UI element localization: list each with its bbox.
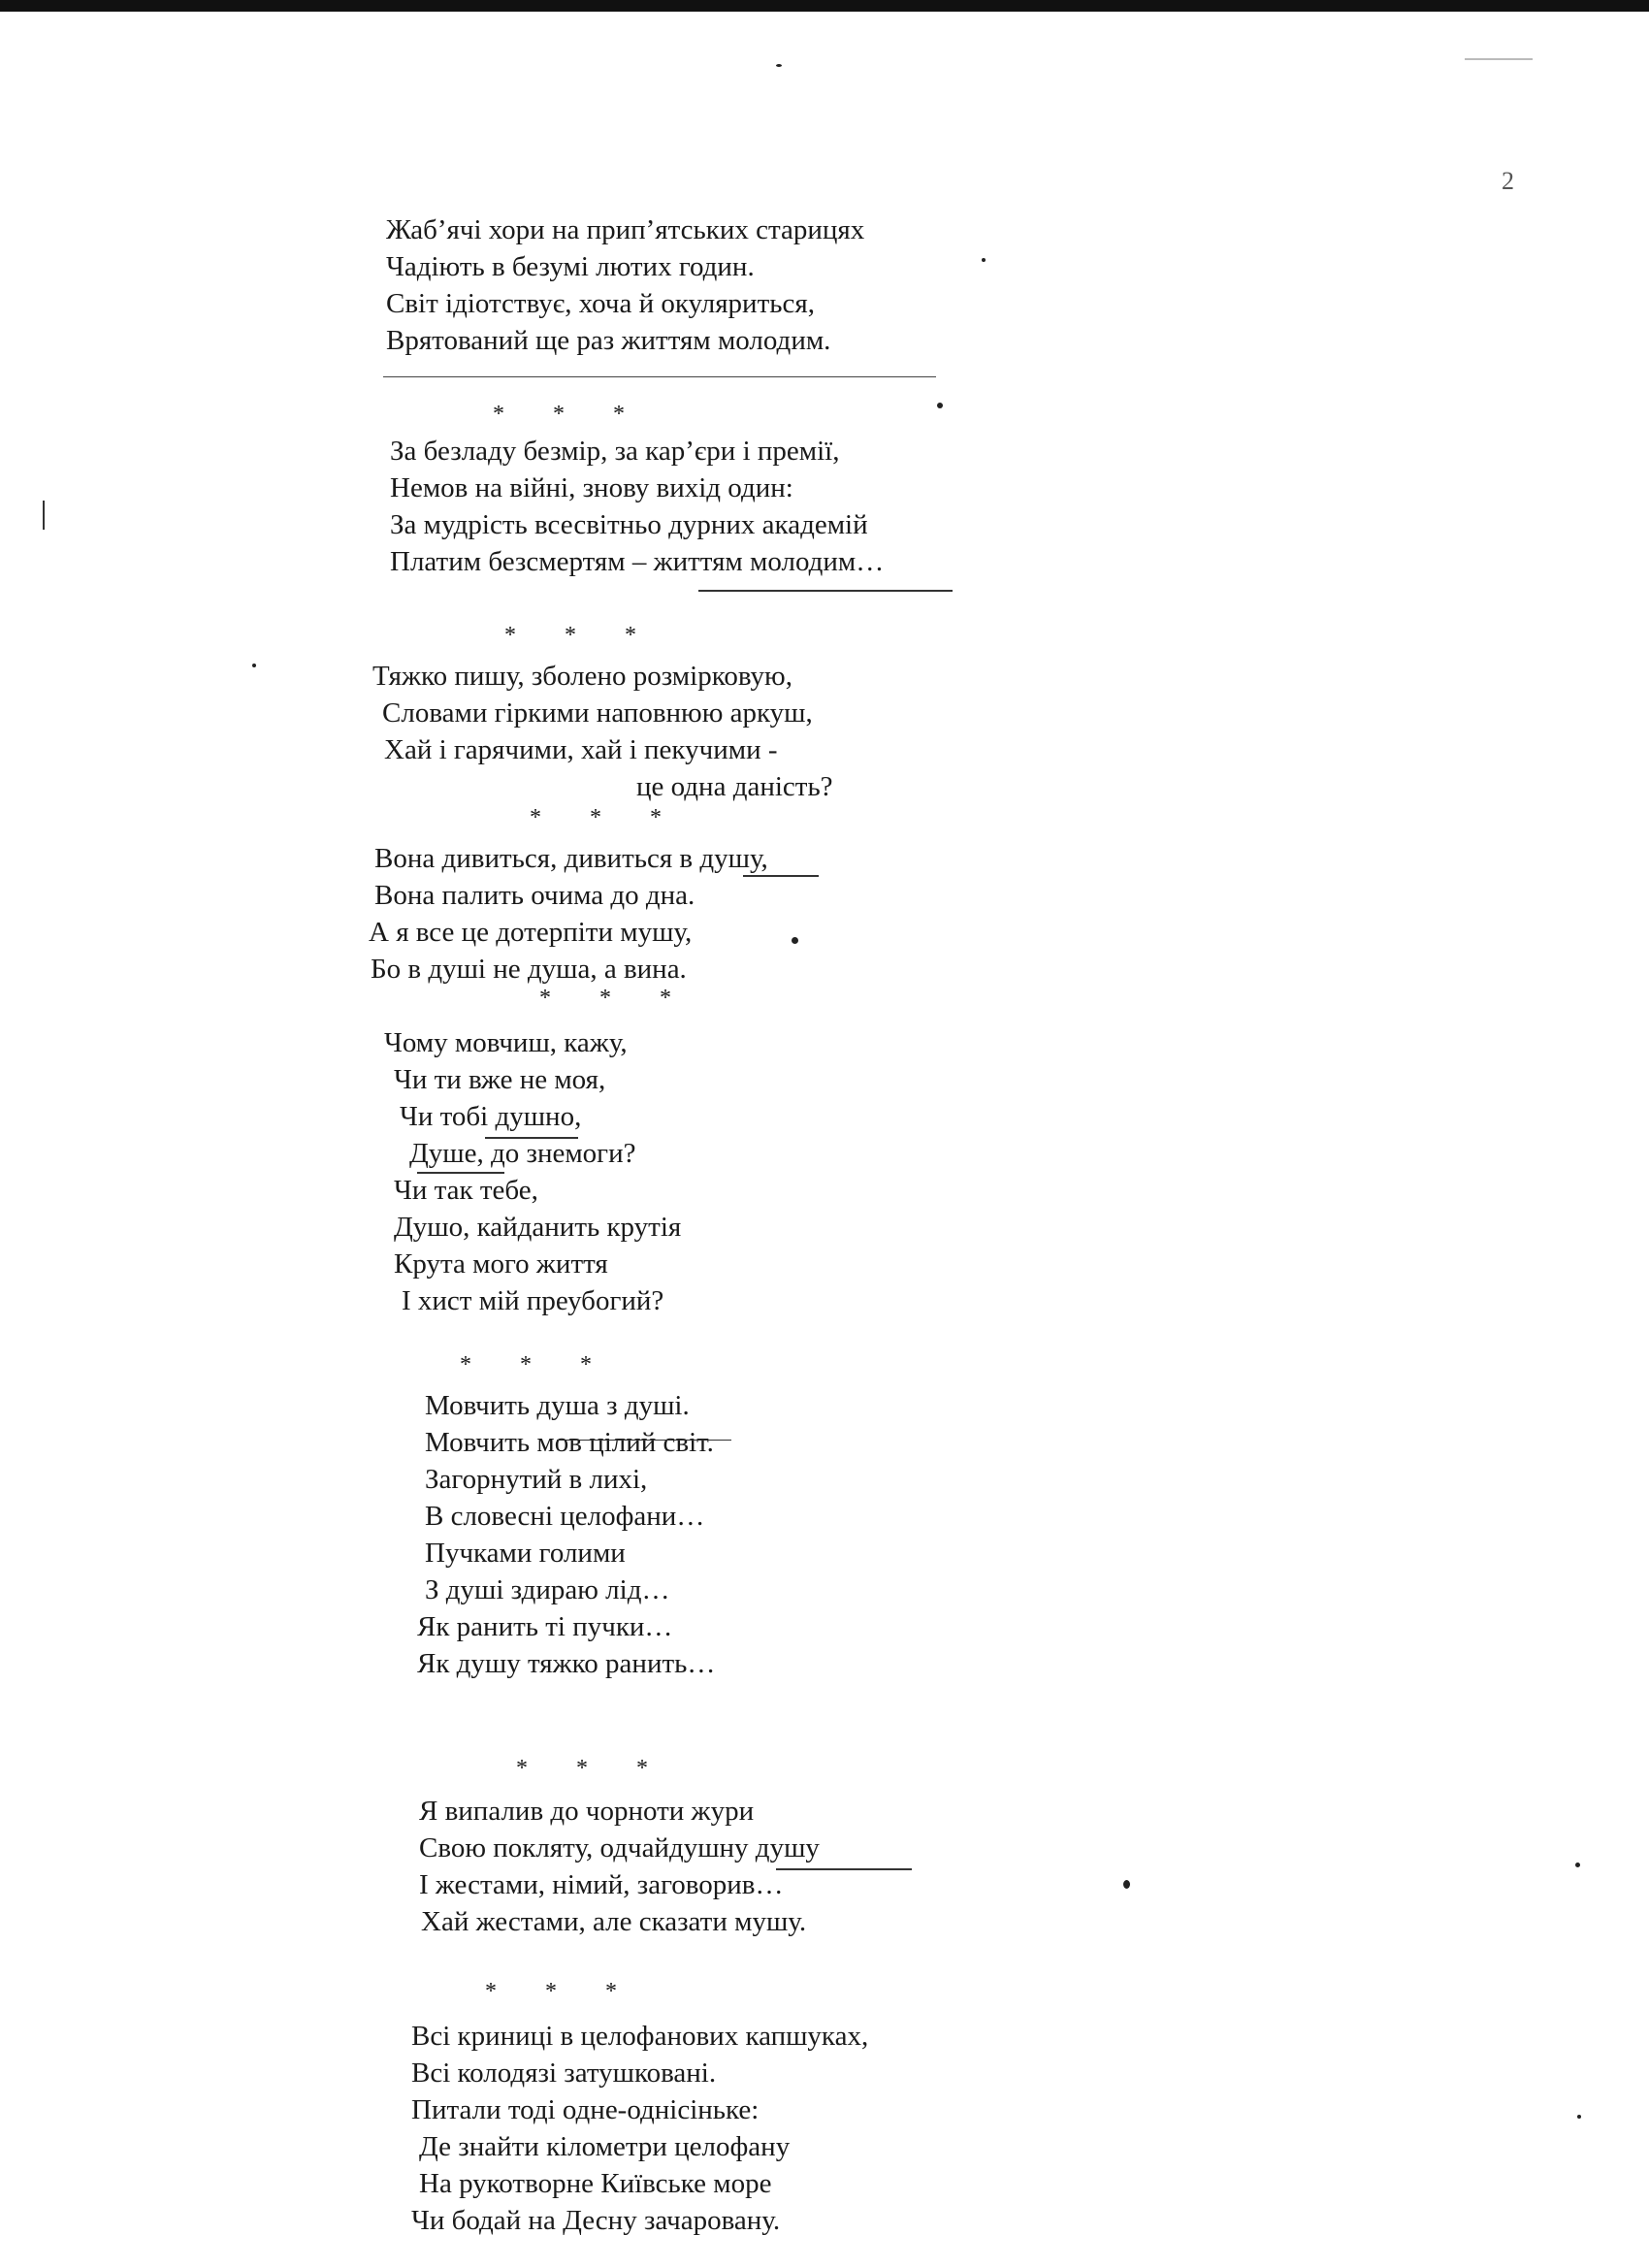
stanza-line: Всі криниці в целофанових капшуках, [411, 2021, 869, 2052]
scan-speck [1577, 2115, 1581, 2119]
stanza-separator: * * * [504, 623, 658, 648]
stanza-line: Врятований ще раз життям молодим. [386, 325, 831, 356]
handwritten-underline [485, 1137, 578, 1139]
scan-smudge [1465, 58, 1533, 60]
scan-speck [252, 664, 256, 667]
stanza-7 [419, 1793, 820, 1940]
stanza-line: І хист мій преубогий? [402, 1285, 664, 1316]
stanza-separator: * * * [460, 1352, 613, 1377]
stanza-line: За мудрість всесвітньо дурних академій [390, 509, 868, 540]
handwritten-underline [698, 590, 953, 592]
stanza-line: Бо в душі не душа, а вина. [371, 954, 687, 985]
stanza-separator: * * * [516, 1756, 669, 1781]
stanza-line: В словесні целофани… [425, 1501, 705, 1532]
handwritten-underline [743, 875, 819, 877]
stanza-line: Немов на війні, знову вихід один: [390, 472, 793, 503]
stanza-3 [372, 658, 833, 805]
stanza-line: На рукотворне Київське море [419, 2168, 772, 2199]
stanza-separator: * * * [493, 402, 646, 427]
stanza-line: Чадіють в безумі лютих годин. [386, 251, 755, 282]
handwritten-underline [776, 1868, 912, 1870]
scan-speck [776, 64, 782, 67]
stanza-line: Чи ти вже не моя, [394, 1064, 606, 1095]
stanza-line: Чи так тебе, [394, 1175, 538, 1206]
stanza-separator: * * * [485, 1979, 638, 2004]
handwritten-underline [383, 376, 936, 377]
stanza-line: Де знайти кілометри целофану [419, 2131, 791, 2162]
stanza-line: Питали тоді одне-однісіньке: [411, 2094, 760, 2125]
stanza-line: Пучками голими [425, 1538, 626, 1569]
scan-speck [792, 937, 798, 944]
scan-speck [982, 258, 986, 262]
stanza-line: це одна даність? [636, 771, 833, 802]
stanza-line: Я випалив до чорноти жури [419, 1796, 755, 1827]
page-number: 2 [1502, 167, 1514, 195]
scan-speck [937, 403, 943, 408]
stanza-line: Вона палить очима до дна. [374, 880, 695, 911]
stanza-separator: * * * [530, 805, 683, 830]
stanza-line: За безладу безмір, за кар’єри і премії, [390, 436, 840, 467]
stanza-line: А я все це дотерпіти мушу, [369, 917, 693, 948]
stanza-line: Хай і гарячими, хай і пекучими - [384, 734, 778, 765]
stanza-line: З душі здираю лід… [425, 1574, 670, 1605]
stanza-4 [369, 840, 768, 988]
stanza-line: Крута мого життя [394, 1248, 608, 1280]
stanza-line: Платим безсмертям – життям молодим… [390, 546, 885, 577]
stanza-line: Словами гіркими наповнюю аркуш, [382, 697, 813, 729]
stanza-separator: * * * [539, 986, 693, 1011]
scan-speck [1123, 1880, 1130, 1889]
stanza-line: Хай жестами, але сказати мушу. [421, 1906, 807, 1937]
stanza-line: Чому мовчиш, кажу, [384, 1027, 628, 1058]
stanza-line: І жестами, німий, заговорив… [419, 1869, 784, 1900]
stanza-line: Загорнутий в лихі, [425, 1464, 648, 1495]
stanza-line: Свою покляту, одчайдушну душу [419, 1832, 820, 1863]
stanza-line: Мовчить мов цілий світ. [425, 1427, 714, 1458]
stanza-6 [417, 1387, 716, 1682]
stanza-8 [411, 2018, 868, 2239]
stanza-line: Світ ідіотствує, хоча й окуляриться, [386, 288, 815, 319]
scan-smudge [43, 501, 45, 530]
stanza-2 [390, 433, 884, 580]
stanza-line: Чи тобі душно, [400, 1101, 582, 1132]
stanza-line: Душе, до знемоги? [409, 1138, 636, 1169]
stanza-1 [386, 211, 864, 359]
stanza-line: Чи бодай на Десну зачаровану. [411, 2205, 781, 2236]
stanza-line: Тяжко пишу, зболено розмірковую, [372, 661, 792, 692]
stanza-line: Жаб’ячі хори на прип’ятських старицях [386, 214, 865, 245]
stanza-line: Мовчить душа з душі. [425, 1390, 690, 1421]
stanza-line: Душо, кайданить крутія [394, 1212, 682, 1243]
scan-speck [1575, 1863, 1580, 1867]
stanza-line: Вона дивиться, дивиться в душу, [374, 843, 768, 874]
stanza-line: Як ранить ті пучки… [417, 1611, 673, 1642]
scan-top-edge [0, 0, 1649, 12]
handwritten-strikethrough [557, 1440, 731, 1441]
stanza-line: Всі колодязі затушковані. [411, 2057, 717, 2089]
handwritten-underline [417, 1172, 504, 1174]
stanza-line: Як душу тяжко ранить… [417, 1648, 716, 1679]
